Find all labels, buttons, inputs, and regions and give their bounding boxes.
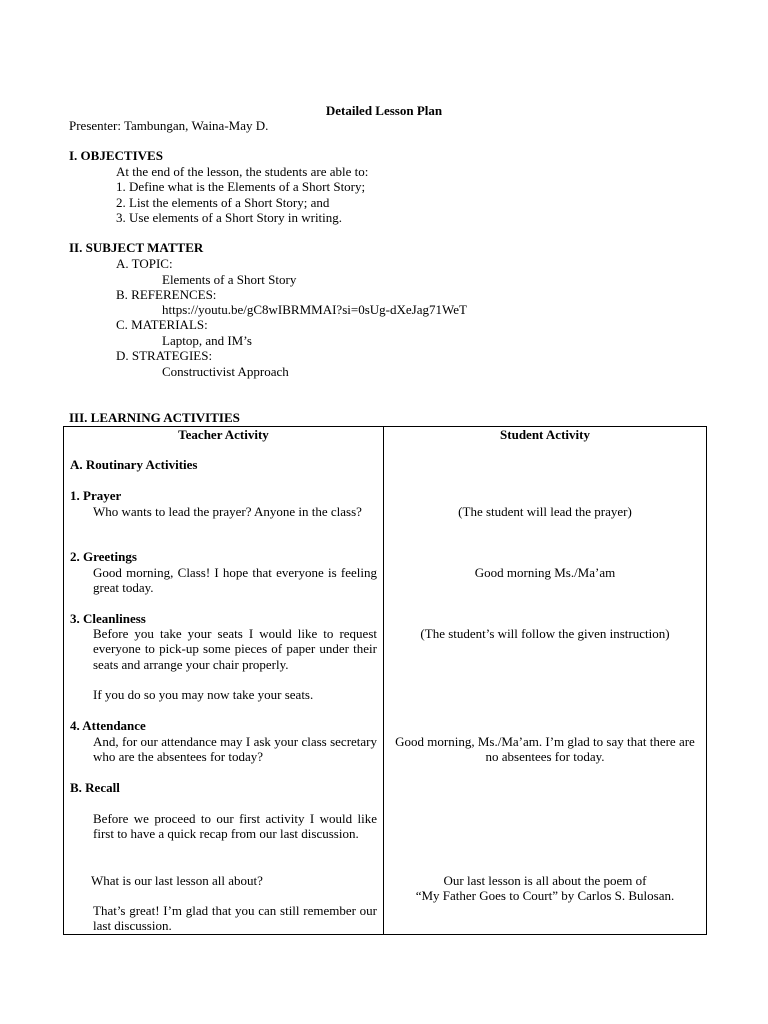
objectives-intro: At the end of the lesson, the students are able to: — [116, 164, 369, 179]
topic-value: Elements of a Short Story — [162, 272, 297, 287]
prayer-response: (The student will lead the prayer) — [458, 504, 632, 519]
routinary-heading: A. Routinary Activities — [70, 457, 198, 472]
topic-label: A. TOPIC: — [116, 256, 173, 271]
materials-label: C. MATERIALS: — [116, 317, 208, 332]
student-activity-header: Student Activity — [500, 427, 590, 442]
greetings-heading: 2. Greetings — [70, 549, 137, 564]
attendance-response: Good morning, Ms./Ma’am. I’m glad to say that there are no absentees for today. — [395, 734, 695, 765]
greetings-text: Good morning, Class! I hope that everyone is feeling great today. — [93, 565, 377, 596]
cleanliness-heading: 3. Cleanliness — [70, 611, 146, 626]
prayer-heading: 1. Prayer — [70, 488, 122, 503]
strategies-label: D. STRATEGIES: — [116, 348, 213, 363]
teacher-activity-column — [64, 427, 384, 935]
objectives-heading: I. OBJECTIVES — [69, 148, 163, 163]
page-title: Detailed Lesson Plan — [325, 103, 443, 118]
strategies-value: Constructivist Approach — [162, 364, 289, 379]
objective-item: 1. Define what is the Elements of a Short Story; — [116, 179, 366, 194]
recall-closing: That’s great! I’m glad that you can still remember our last discussion. — [93, 903, 377, 934]
references-label: B. REFERENCES: — [116, 287, 217, 302]
cleanliness-text: Before you take your seats I would like to request everyone to pick-up some pieces of paper under their seats and arrange your chair properly. — [93, 626, 377, 672]
references-value: https://youtu.be/gC8wIBRMMAI?si=0sUg-dXeJag71WeT — [162, 302, 467, 317]
recall-heading: B. Recall — [70, 780, 120, 795]
objective-item: 2. List the elements of a Short Story; and — [116, 195, 330, 210]
objective-item: 3. Use elements of a Short Story in writing. — [116, 210, 343, 225]
presenter-line: Presenter: Tambungan, Waina-May D. — [69, 118, 269, 133]
cleanliness-response: (The student’s will follow the given instruction) — [420, 626, 670, 641]
greetings-response: Good morning Ms./Ma’am — [474, 565, 616, 580]
subject-matter-heading: II. SUBJECT MATTER — [69, 240, 204, 255]
learning-activities-table — [63, 426, 707, 935]
teacher-activity-header: Teacher Activity — [178, 427, 269, 442]
recall-response-line-1: Our last lesson is all about the poem of — [443, 873, 647, 888]
student-activity-column — [384, 427, 707, 935]
attendance-heading: 4. Attendance — [70, 718, 146, 733]
cleanliness-text-2: If you do so you may now take your seats. — [93, 687, 314, 702]
recall-text: Before we proceed to our first activity I would like first to have a quick recap from our last discussion. — [93, 811, 377, 842]
recall-question: What is our last lesson all about? — [91, 873, 263, 888]
attendance-text: And, for our attendance may I ask your class secretary who are the absentees for today? — [93, 734, 377, 765]
learning-activities-heading: III. LEARNING ACTIVITIES — [69, 410, 240, 425]
prayer-text: Who wants to lead the prayer? Anyone in the class? — [93, 504, 362, 519]
recall-response-line-2: “My Father Goes to Court” by Carlos S. Bulosan. — [415, 888, 675, 903]
materials-value: Laptop, and IM’s — [162, 333, 252, 348]
